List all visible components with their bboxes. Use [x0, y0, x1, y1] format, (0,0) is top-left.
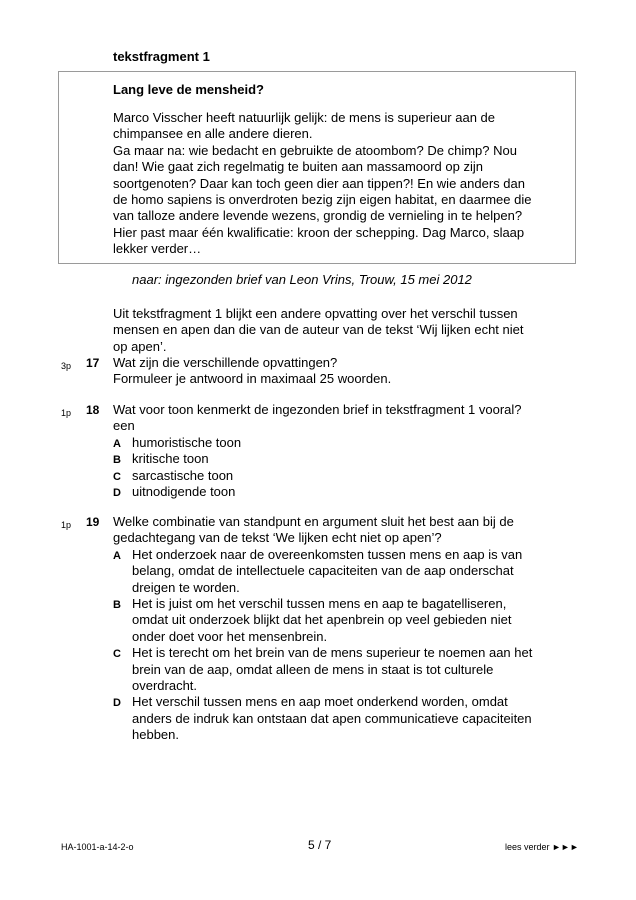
question-points: 1p — [61, 408, 72, 418]
question-line: gedachtegang van de tekst ‘We lijken echt niet op apen’? — [113, 530, 442, 546]
intro-line: mensen en apen dan die van de auteur van de tekst ‘Wij lijken echt niet — [113, 322, 524, 338]
fragment-line: dan! Wie gaat zich regelmatig te buiten aan massamoord op zijn — [113, 159, 483, 175]
option-line: omdat uit onderzoek blijkt dat het apenbrein op veel gebieden niet — [132, 612, 512, 628]
option-line: Het is juist om het verschil tussen mens en aap te bagatelliseren, — [132, 596, 507, 612]
option-line: Het is terecht om het brein van de mens superieur te noemen aan het — [132, 645, 533, 661]
question-number: 18 — [86, 403, 100, 417]
fragment-body — [113, 110, 568, 258]
answer-option-d — [113, 694, 532, 743]
option-line: anders de indruk kan ontstaan dat apen communicatieve capaciteiten — [132, 710, 532, 726]
answer-option-a — [113, 547, 532, 596]
option-line: overdracht. — [132, 678, 198, 694]
answer-option-c — [113, 468, 522, 484]
question-line: Wat zijn die verschillende opvattingen? — [113, 355, 338, 370]
option-line: belang, omdat de intellectuele capaciteiten van de aap onderschat — [132, 563, 514, 579]
question-line: Wat voor toon kenmerkt de ingezonden brief in tekstfragment 1 vooral? — [113, 402, 522, 417]
option-letter: C — [113, 648, 121, 661]
question-text — [113, 402, 522, 500]
intro-line: Uit tekstfragment 1 blijkt een andere opvatting over het verschil tussen — [113, 306, 518, 321]
exam-code: HA-1001-a-14-2-o — [61, 842, 134, 852]
page-number: 5 / 7 — [308, 838, 332, 852]
option-letter: A — [113, 549, 121, 562]
page-heading: tekstfragment 1 — [113, 49, 210, 64]
question-line: Formuleer je antwoord in maximaal 25 woorden. — [113, 371, 392, 387]
option-line: hebben. — [132, 727, 179, 743]
fragment-line: Ga maar na: wie bedacht en gebruikte de atoombom? De chimp? Nou — [113, 142, 517, 158]
answer-option-d — [113, 484, 522, 500]
option-line: onder doet voor het mensenbrein. — [132, 628, 328, 644]
option-text: kritische toon — [132, 451, 209, 467]
fragment-title: Lang leve de mensheid? — [113, 82, 264, 97]
option-line: brein van de aap, omdat alleen de mens in staat is tot culturele — [132, 661, 494, 677]
option-letter: D — [113, 487, 121, 500]
fragment-line: lekker verder… — [113, 241, 202, 257]
option-text: sarcastische toon — [132, 467, 234, 483]
answer-option-b — [113, 596, 532, 645]
option-letter: D — [113, 697, 121, 710]
option-line: Het onderzoek naar de overeenkomsten tussen mens en aap is van — [132, 546, 523, 562]
question-number: 19 — [86, 515, 100, 529]
option-letter: A — [113, 437, 121, 450]
option-text: humoristische toon — [132, 434, 242, 450]
question-number: 17 — [86, 356, 100, 370]
option-line: Het verschil tussen mens en aap moet onderkend worden, omdat — [132, 694, 508, 710]
continue-label: lees verder ►►► — [505, 842, 579, 852]
option-letter: B — [113, 454, 121, 467]
question-text — [113, 514, 532, 744]
question-points: 1p — [61, 520, 72, 530]
option-text: uitnodigende toon — [132, 484, 236, 500]
fragment-line: Hier past maar één kwalificatie: kroon der schepping. Dag Marco, slaap — [113, 224, 525, 240]
option-letter: C — [113, 470, 121, 483]
option-line: dreigen te worden. — [132, 579, 240, 595]
fragment-line: van talloze andere levende wezens, grondig de vernieling in te helpen? — [113, 208, 523, 224]
answer-option-c — [113, 645, 532, 694]
fragment-line: de homo sapiens is onverdroten bezig zijn eigen habitat, en daarmee die — [113, 192, 532, 208]
fragment-line: soortgenoten? Daar kan toch geen dier aan tippen?! En wie anders dan — [113, 175, 525, 191]
option-letter: B — [113, 599, 121, 612]
question-line: een — [113, 418, 135, 434]
fragment-line: Marco Visscher heeft natuurlijk gelijk: de mens is superieur aan de — [113, 110, 496, 125]
question-line: Welke combinatie van standpunt en argument sluit het best aan bij de — [113, 514, 514, 529]
question-points: 3p — [61, 361, 72, 371]
question-text — [113, 355, 391, 388]
answer-option-b — [113, 451, 522, 467]
answer-option-a — [113, 435, 522, 451]
fragment-source: naar: ingezonden brief van Leon Vrins, Trouw, 15 mei 2012 — [132, 272, 472, 287]
intro-text — [113, 306, 568, 355]
intro-line: op apen’. — [113, 338, 167, 354]
fragment-line: chimpansee en alle andere dieren. — [113, 126, 313, 142]
